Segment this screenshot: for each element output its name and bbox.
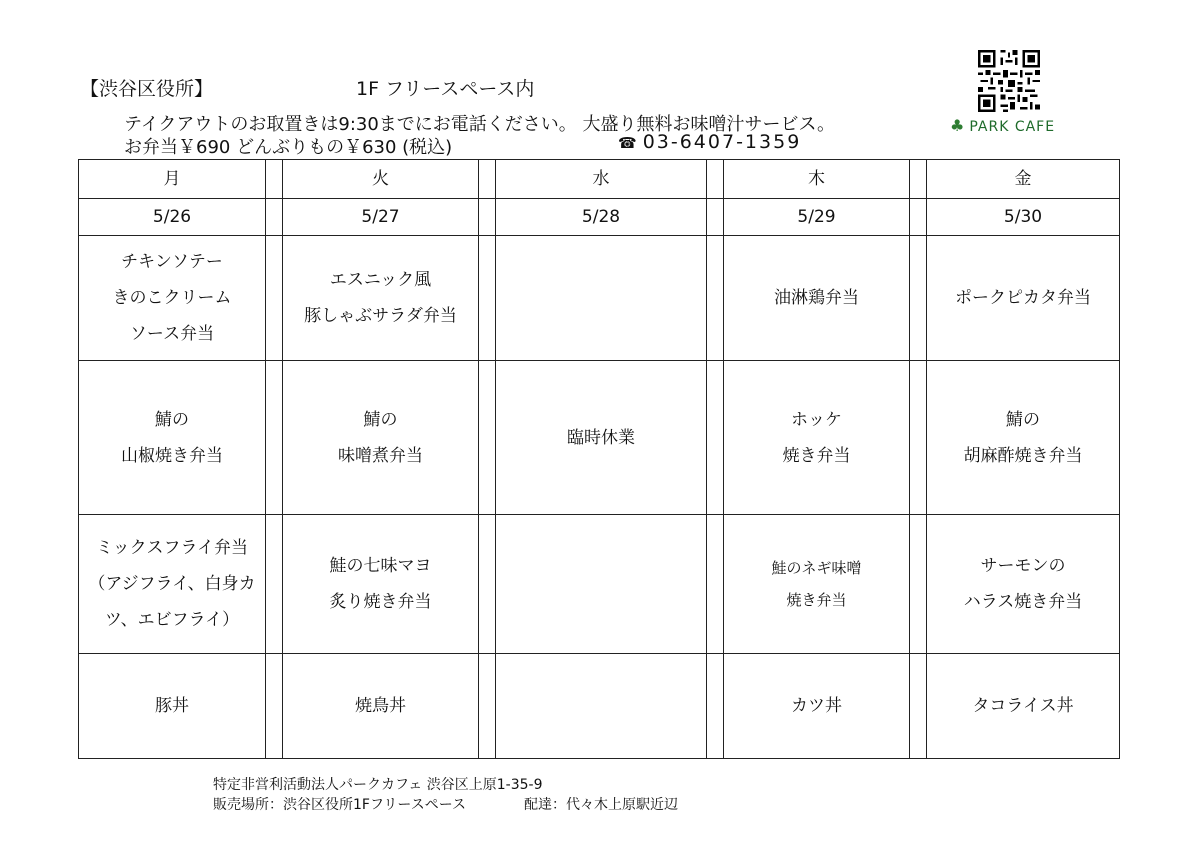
column-divider [266,199,283,236]
column-divider [707,361,724,515]
menu-cell [79,654,266,759]
day-menu-row- [79,160,1120,199]
menu-cell [283,361,479,515]
menu-item-line: ハラス焼き弁当 [963,592,1083,612]
menu-item-line: ミックスフライ弁当 [96,538,248,558]
menu-cell [496,236,707,361]
menu-cell [724,515,910,654]
menu-item-line: エスニック風 [329,270,432,290]
menu-cell [496,654,707,759]
menu-item-line: カツ丼 [791,696,842,716]
menu-cell [724,654,910,759]
column-divider [707,236,724,361]
menu-item-line: 炙り焼き弁当 [329,592,432,612]
menu-cell [79,361,266,515]
date-header: 5/29 [724,199,910,236]
weekday-header: 火 [283,160,479,199]
menu-cell [79,236,266,361]
menu-cell [724,361,910,515]
column-divider [266,654,283,759]
organization-info: 特定非営利活動法人パークカフェ 渋谷区上原1-35-9 [213,777,543,793]
date-menu-row- [79,199,1120,236]
menu-row-2 [79,361,1120,515]
takeout-notice: テイクアウトのお取置きは9:30までにお電話ください。 大盛り無料お味噌汁サービス。 [124,114,836,135]
column-divider [707,199,724,236]
menu-item-line: 豚丼 [155,696,189,716]
menu-row-4 [79,654,1120,759]
column-divider [910,199,927,236]
menu-item-line: 鯖の [155,409,189,430]
delivery-area: 配達：代々木上原駅近辺 [524,797,678,813]
menu-item-line: 鯖の [363,409,398,430]
menu-item-line: 焼き弁当 [782,445,851,466]
menu-cell [283,515,479,654]
menu-item-line: 山椒焼き弁当 [121,445,223,466]
menu-cell [927,361,1120,515]
price-info: お弁当￥690 どんぶりもの￥630 (税込) [124,137,453,158]
qr-code-icon[interactable] [978,50,1040,112]
date-header: 5/27 [283,199,479,236]
menu-cell [927,236,1120,361]
menu-item-line: 鮭のネギ味噌 [771,559,862,577]
menu-cell [283,654,479,759]
column-divider [479,236,496,361]
menu-item-line: ホッケ [791,409,842,430]
phone-number[interactable] [618,131,801,153]
column-divider [479,199,496,236]
brand-name: PARK CAFE [969,119,1056,135]
menu-item-line: 鯖の [1006,409,1040,430]
location-title: 【渋谷区役所】 [80,78,214,100]
menu-item-line: 鮭の七味マヨ [329,556,432,576]
menu-cell [79,515,266,654]
menu-cell [496,361,707,515]
phone-icon: ☎ [618,134,637,152]
menu-item-line: 味噌煮弁当 [338,445,423,466]
date-header: 5/26 [79,199,266,236]
park-cafe-logo [950,116,1055,135]
menu-cell [927,515,1120,654]
menu-item-line: きのこクリーム [112,288,232,308]
clover-icon: ♣ [950,116,966,135]
menu-cell [724,236,910,361]
column-divider [479,160,496,199]
column-divider [910,236,927,361]
menu-item-line: サーモンの [980,556,1066,576]
menu-cell [927,654,1120,759]
column-divider [479,654,496,759]
column-divider [479,361,496,515]
weekday-header: 木 [724,160,910,199]
column-divider [707,515,724,654]
weekday-header: 金 [927,160,1120,199]
date-header: 5/30 [927,199,1120,236]
weekday-header: 月 [79,160,266,199]
menu-item-line: 焼き弁当 [786,591,847,609]
menu-row-3 [79,515,1120,654]
column-divider [707,654,724,759]
menu-cell [283,236,479,361]
menu-item-line: ポークピカタ弁当 [955,288,1091,308]
menu-item-line: ソース弁当 [129,324,215,344]
menu-item-line: 胡麻酢焼き弁当 [963,445,1083,466]
weekly-menu-table [78,159,1120,759]
weekday-header: 水 [496,160,707,199]
column-divider [910,654,927,759]
column-divider [266,160,283,199]
phone-number-text: 03-6407-1359 [642,131,802,153]
menu-item-line: タコライス丼 [972,696,1074,716]
column-divider [266,236,283,361]
menu-item-line: チキンソテー [121,252,223,272]
menu-row-1 [79,236,1120,361]
sales-location: 販売場所：渋谷区役所1Fフリースペース [213,797,466,813]
column-divider [266,361,283,515]
column-divider [910,160,927,199]
column-divider [910,515,927,654]
floor-label: 1F フリースペース内 [356,78,535,100]
menu-item-line: 豚しゃぶサラダ弁当 [304,306,457,326]
column-divider [910,361,927,515]
column-divider [479,515,496,654]
menu-item-line: 焼鳥丼 [355,696,406,716]
menu-item-line: （アジフライ、白身カ [88,574,256,594]
column-divider [707,160,724,199]
menu-item-line: 臨時休業 [567,427,635,448]
column-divider [266,515,283,654]
date-header: 5/28 [496,199,707,236]
menu-item-line: 油淋鶏弁当 [774,288,859,308]
menu-cell [496,515,707,654]
menu-item-line: ツ、エビフライ） [104,610,240,630]
